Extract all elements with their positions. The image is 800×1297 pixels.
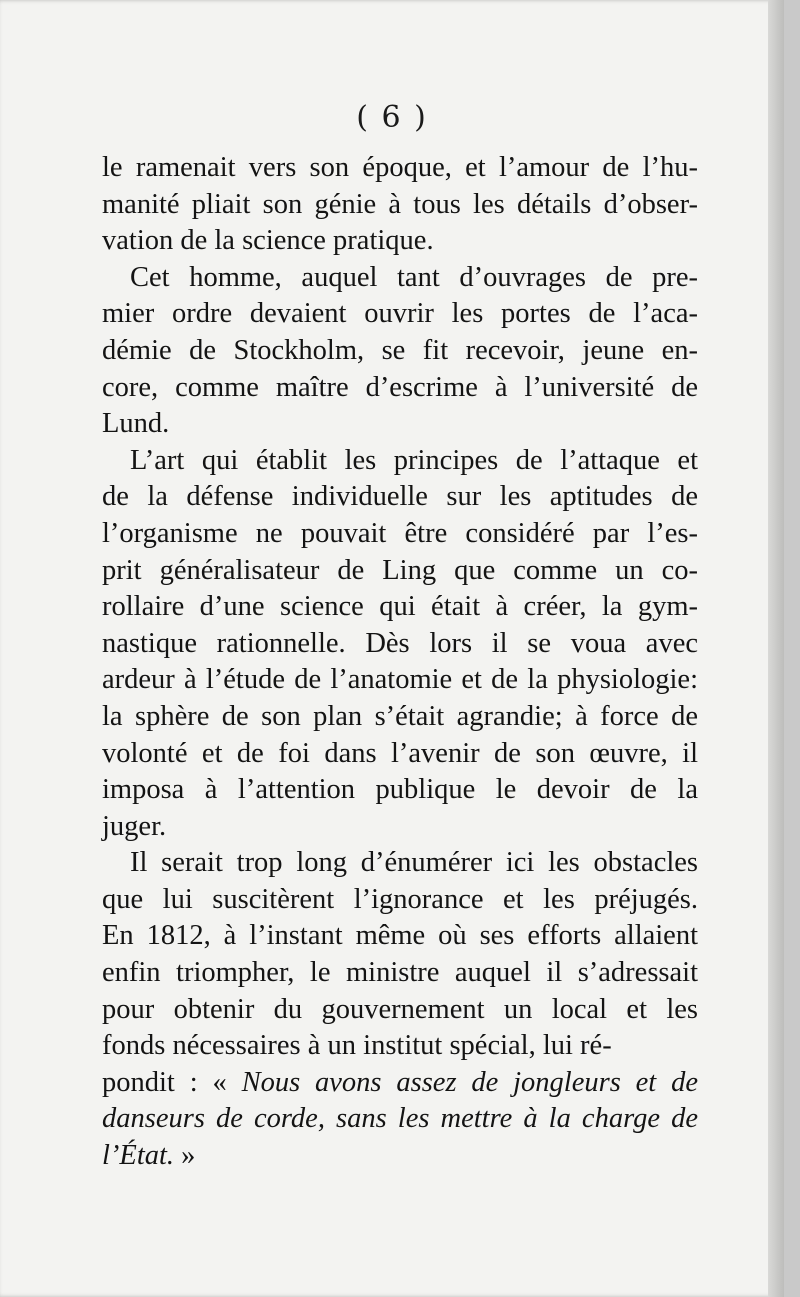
text-line: core, comme maître d’escrime à l’université de — [102, 371, 698, 403]
page-number: ( 6 ) — [356, 100, 428, 135]
paragraph-p2 — [102, 260, 698, 443]
text-line: le ramenait vers son époque, et l’amour de l’hu- — [102, 152, 698, 183]
text-line: rollaire d’une science qui était à créer, la gym- — [102, 591, 698, 623]
text-line: la sphère de son plan s’était agrandie; à force de — [102, 700, 698, 732]
text-line: Lund. — [102, 408, 170, 440]
text-line: En 1812, à l’instant même où ses efforts allaient — [102, 920, 698, 952]
text-line: ardeur à l’étude de l’anatomie et de la physiologie: — [102, 664, 698, 696]
text-line: démie de Stockholm, se fit recevoir, jeune en- — [102, 334, 698, 366]
text-line: pour obtenir du gouvernement un local et les — [102, 993, 698, 1025]
text-line: de la défense individuelle sur les aptitudes de — [102, 481, 698, 513]
quote-line-1 — [102, 1065, 698, 1102]
quote-prefix: pondit : « — [102, 1066, 242, 1098]
quote-line-2 — [102, 1101, 698, 1138]
text-line: vation de la science pratique. — [102, 225, 434, 257]
body-text — [102, 150, 698, 1175]
page-edge-shadow — [768, 0, 784, 1297]
text-line: l’organisme ne pouvait être considéré par l’es- — [102, 517, 698, 549]
quote-line-3 — [102, 1138, 698, 1175]
quote-text-3: l’État. — [102, 1140, 175, 1172]
text-line: mier ordre devaient ouvrir les portes de l’aca- — [102, 298, 698, 330]
paragraph-p4 — [102, 845, 698, 1065]
quote-paragraph — [102, 1065, 698, 1175]
paragraph-p1 — [102, 150, 698, 260]
text-line: L’art qui établit les principes de l’attaque et — [130, 444, 698, 476]
text-line: Il serait trop long d’énumérer ici les obstacles — [130, 847, 698, 879]
text-line: Cet homme, auquel tant d’ouvrages de pre- — [130, 261, 698, 293]
text-line: juger. — [102, 810, 167, 842]
text-line: volonté et de foi dans l’avenir de son œuvre, il — [102, 737, 698, 769]
text-line: que lui suscitèrent l’ignorance et les préjugés. — [102, 883, 698, 915]
paragraphs-container — [102, 150, 698, 1065]
quote-text-1: Nous avons assez de jongleurs et de — [241, 1066, 698, 1098]
paragraph-p3 — [102, 443, 698, 846]
quote-text-2: danseurs de corde, sans les mettre à la charge de — [102, 1103, 698, 1135]
text-line: imposa à l’attention publique le devoir de la — [102, 774, 698, 806]
text-line: nastique rationnelle. Dès lors il se voua avec — [102, 627, 698, 659]
text-line: enfin triompher, le ministre auquel il s’adressait — [102, 957, 698, 989]
text-line: prit généralisateur de Ling que comme un co- — [102, 554, 698, 586]
text-line: fonds nécessaires à un institut spécial, lui ré- — [102, 1030, 612, 1062]
quote-suffix: » — [174, 1140, 196, 1172]
text-line: manité pliait son génie à tous les détails d’obser- — [102, 188, 698, 220]
